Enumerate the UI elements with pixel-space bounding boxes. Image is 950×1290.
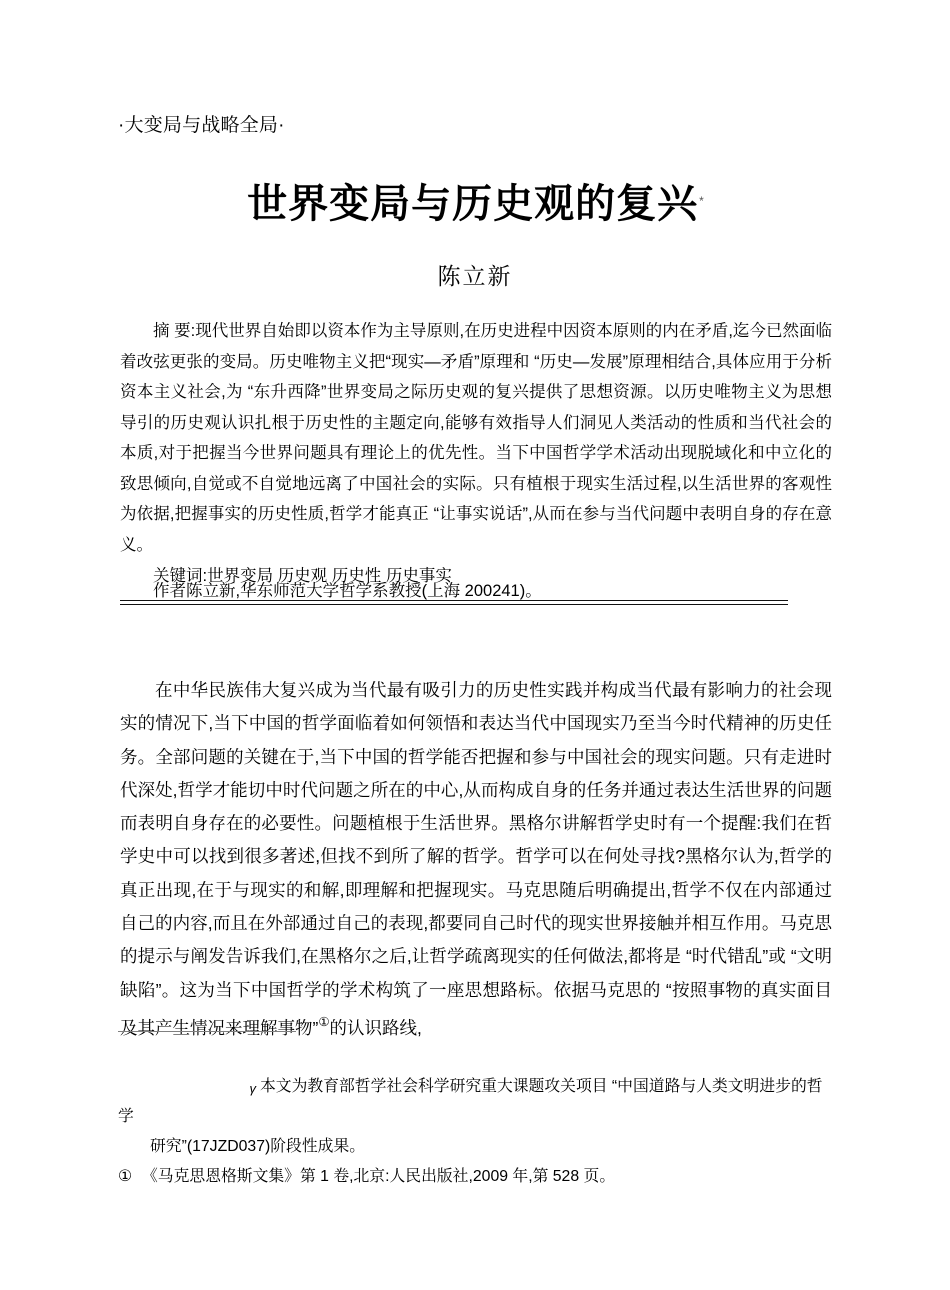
body-paragraph-1-part-1: 在中华民族伟大复兴成为当代最有吸引力的历史性实践并构成当代最有影响力的社会现实的情况下,当下中国的哲学面临着如何领悟和表达当代中国现实乃至当今时代精神的历史任务。全部问题的关键在于,当下中国的哲学能否把握和参与中国社会的现实问题。只有走进时代深处,哲学才能切中时代问题之所在的中心,从而构成自身的任务并通过表达生活世界的问题而表明自身存在的必要性。问题植根于生活世界。黑格尔讲解哲学史时有一个提醒:我们在哲学史中可以找到很多著述,但找不到所了解的哲学。哲学可以在何处寻找?黑格尔认为,哲学的真正出现,在于与现实的和解,即理解和把握现实。马克思随后明确提出,哲学不仅在内部通过自己的内容,而且在外部通过自己的表现,都要同自己时代的现实世界接触并相互作用。马克思的提示与阐发告诉我们,在黑格尔之后,让哲学疏离现实的任何做法,都将是 “时代错乱”或 “文明缺陷”。这为当下中国哲学的学术构筑了一座思想路标。依据马克思的 “按照事物的真实面目及其产生情况来理解事物” [120, 680, 832, 1038]
footnote-star-line-2: 研究”(17JZD037)阶段性成果。 [150, 1138, 366, 1155]
footnote-star [118, 1072, 834, 1162]
page-title: 世界变局与历史观的复兴 [247, 182, 699, 226]
affiliation-rule-thin [120, 604, 788, 605]
footnote-1 [118, 1162, 834, 1192]
abstract-text: 摘 要:现代世界自始即以资本作为主导原则,在历史进程中因资本原则的内在矛盾,迄今已然面临着改弦更张的变局。历史唯物主义把“现实—矛盾”原理和 “历史—发展”原理相结合,具体应用于分析资本主义社会,为 “东升西降”世界变局之际历史观的复兴提供了思想资源。以历史唯物主义为思想导引的历史观认识扎根于历史性的主题定向,能够有效指导人们洞见人类活动的性质和当代社会的本质,对于把握当今世界问题具有理论上的优先性。当下中国哲学学术活动出现脱域化和中立化的致思倾向,自觉或不自觉地远离了中国社会的实际。只有植根于现实生活过程,以生活世界的客观性为依据,把握事实的历史性质,哲学才能真正 “让事实说话”,从而在参与当代问题中表明自身的存在意义。 [120, 322, 832, 554]
author-affiliation: 作者陈立新,华东师范大学哲学系教授(上海 200241)。 [153, 582, 542, 600]
author-name: 陈立新 [437, 263, 513, 289]
footnote-star-line-1: 本文为教育部哲学社会科学研究重大课题攻关项目 “中国道路与人类文明进步的哲学 [118, 1078, 823, 1125]
footnote-star-marker: γ [249, 1081, 256, 1096]
footnote-1-text: 《马克思恩格斯文集》第 1 卷,北京:人民出版社,2009 年,第 528 页。 [142, 1168, 616, 1185]
title-footnote-marker: * [699, 193, 704, 208]
author-row [0, 258, 950, 291]
affiliation-rule-thick [120, 600, 788, 601]
footnote-reference-1: ① [318, 1014, 330, 1029]
footnotes-block [118, 1072, 834, 1192]
abstract-block [120, 316, 832, 592]
body-paragraph-1 [120, 674, 832, 1045]
footnote-1-marker: ① [118, 1168, 133, 1185]
keywords-line: 关键词:世界变局 历史观 历史性 历史事实 [153, 567, 452, 585]
footnote-separator-rule [118, 1031, 296, 1032]
body-paragraph-1-part-2: 的认识路线, [329, 1017, 422, 1038]
title-row [0, 172, 950, 229]
body-text-block [120, 674, 832, 1045]
running-head: ·大变局与战略全局· [118, 115, 285, 136]
